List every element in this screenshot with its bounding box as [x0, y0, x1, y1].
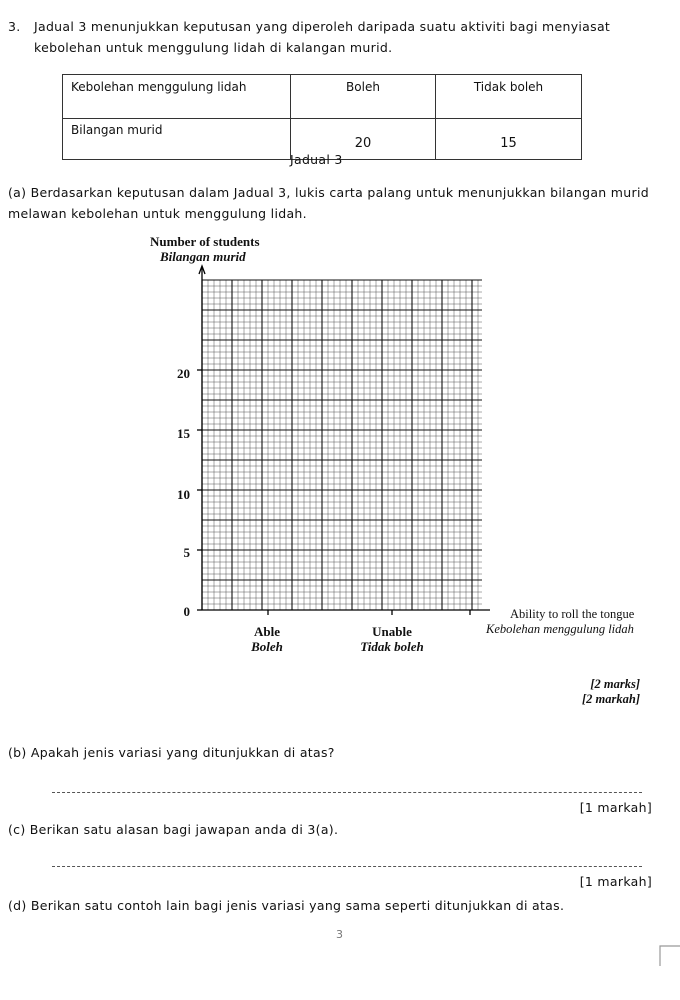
- answer-line-c[interactable]: [52, 866, 642, 867]
- y-axis-label-ms: Bilangan murid: [160, 249, 246, 264]
- marks-label-ms: [2 markah]: [582, 692, 640, 706]
- results-table: [62, 74, 582, 160]
- x-category-label-able: Able: [254, 624, 280, 639]
- bar-chart-grid: [190, 260, 500, 630]
- x-axis-label-ms: Kebolehan menggulung lidah: [486, 622, 634, 636]
- marks-label: [2 marks]: [590, 677, 640, 691]
- part-c-text: (c) Berikan satu alasan bagi jawapan anda di 3(a).: [8, 822, 339, 837]
- part-a-text: (a) Berdasarkan keputusan dalam Jadual 3, lukis carta palang untuk menunjukkan bilangan murid melawan kebolehan untuk menggulung lidah.: [8, 185, 649, 221]
- table-header-unable: Tidak boleh: [436, 75, 582, 119]
- table-header-ability: Kebolehan menggulung lidah: [63, 75, 291, 119]
- table-header-able: Boleh: [291, 75, 436, 119]
- table-cell-label: Bilangan murid: [63, 119, 291, 160]
- corner-mark: [658, 944, 680, 966]
- y-tick-label: 5: [183, 545, 190, 560]
- table-cell-unable-count: 15: [436, 119, 582, 160]
- part-b-text: (b) Apakah jenis variasi yang ditunjukkan di atas?: [8, 745, 335, 760]
- answer-line-b[interactable]: [52, 792, 642, 793]
- part-b-mark: [1 markah]: [579, 800, 652, 815]
- y-tick-label: 20: [177, 366, 190, 381]
- part-d-text: (d) Berikan satu contoh lain bagi jenis variasi yang sama seperti ditunjukkan di atas.: [8, 898, 565, 913]
- x-category-label-unable: Unable: [372, 624, 412, 639]
- x-axis-label: Ability to roll the tongue: [510, 607, 635, 621]
- y-axis-label: Number of students: [150, 234, 260, 249]
- table-header-row: [63, 75, 582, 119]
- question-text: Jadual 3 menunjukkan keputusan yang diperoleh daripada suatu aktiviti bagi menyiasat kebolehan untuk menggulung lidah di kalangan murid.: [34, 19, 611, 55]
- question-header: [8, 16, 668, 58]
- y-tick-label: 10: [177, 487, 190, 502]
- part-c-mark: [1 markah]: [579, 874, 652, 889]
- y-tick-label: 15: [177, 426, 190, 441]
- x-category-label-able-ms: Boleh: [251, 639, 283, 654]
- table-caption: Jadual 3: [290, 152, 343, 167]
- y-tick-label: 0: [183, 604, 190, 619]
- table-cell-able-count: 20: [291, 119, 436, 160]
- x-category-label-unable-ms: Tidak boleh: [360, 639, 424, 654]
- question-number: 3.: [8, 19, 21, 34]
- page-number: 3: [336, 928, 344, 941]
